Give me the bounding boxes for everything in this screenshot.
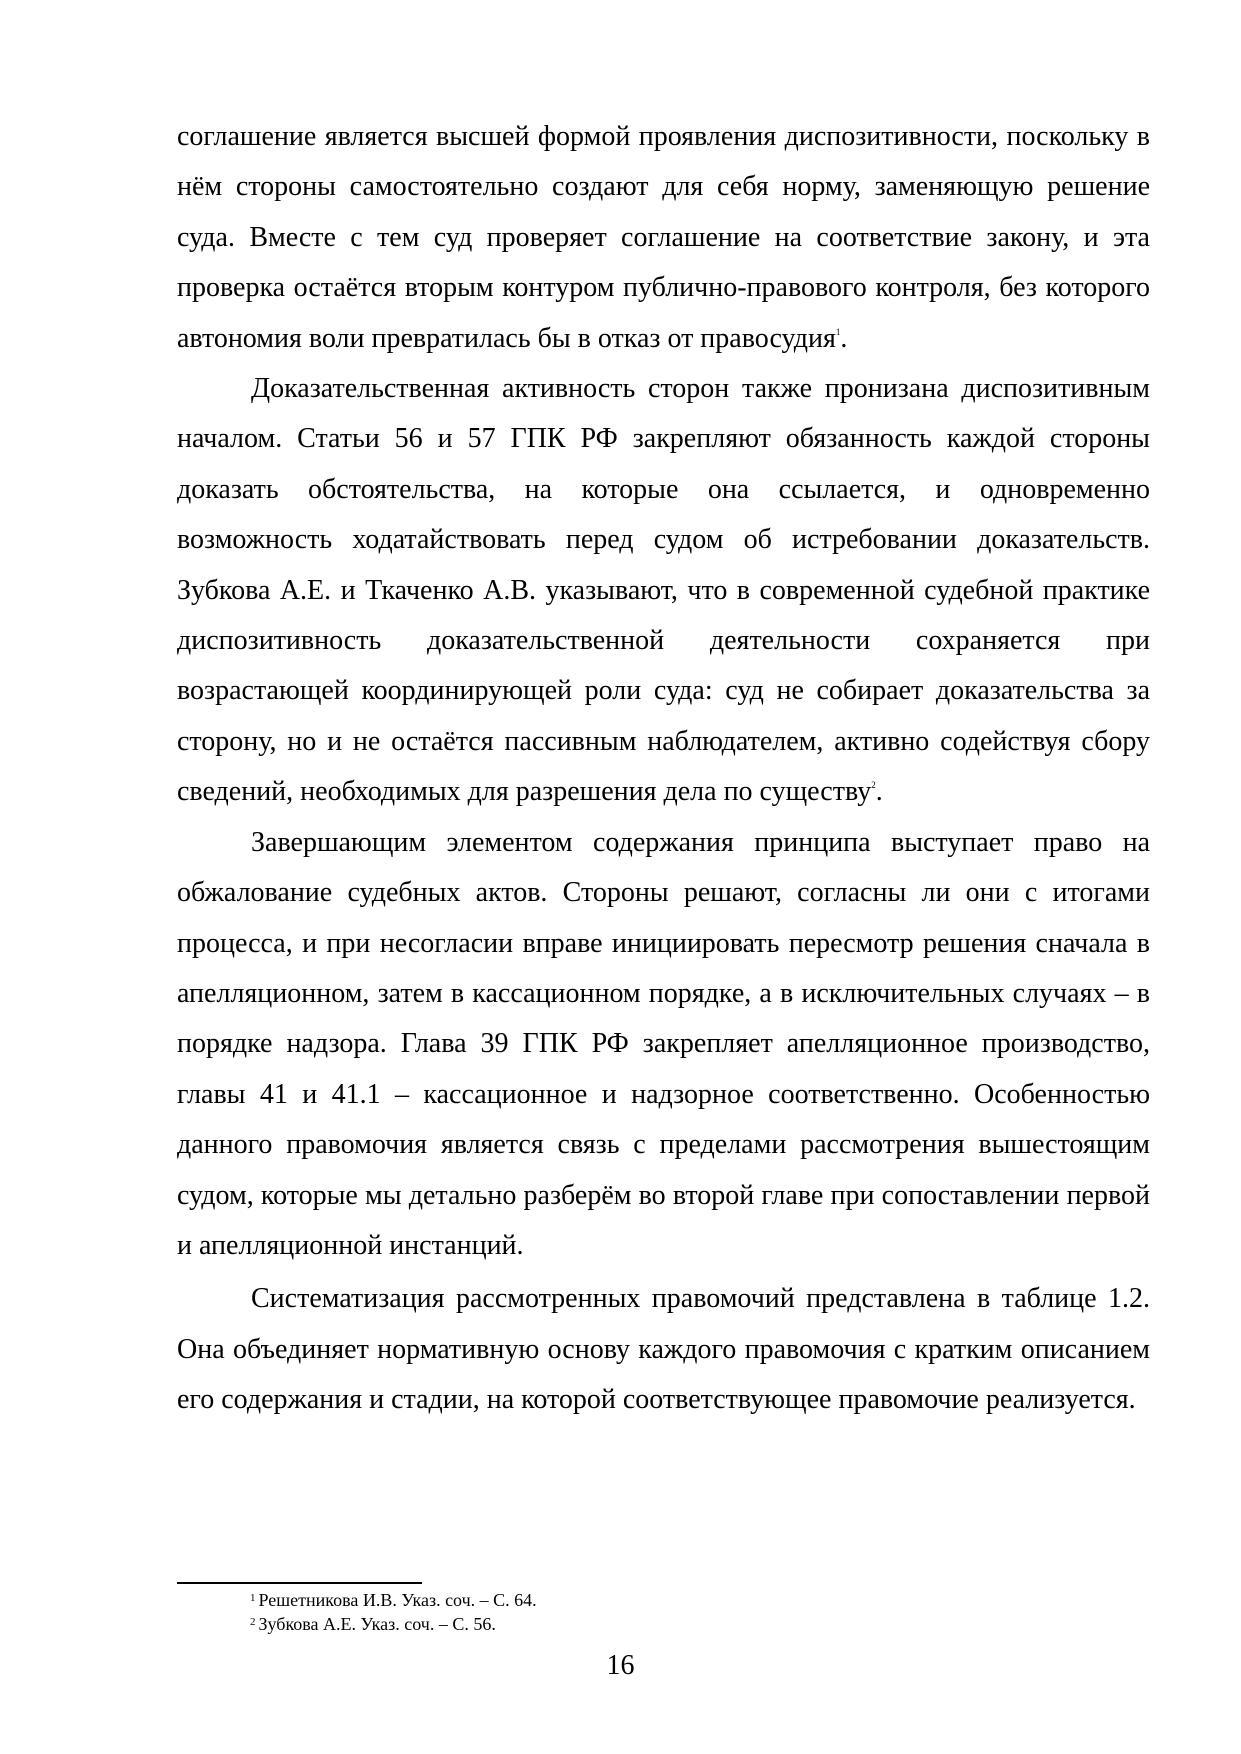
paragraph-2-text: Доказательственная активность сторон также пронизана диспозитивным началом. Статьи 56 и 57 ГПК РФ закрепляют обязанность каждой стороны доказать обстоятельства, на которые она ссылается, и одновременно возможность ходатайствовать перед судом об истребовании доказательств. Зубкова А.Е. и Ткаченко А.В. указывают, что в современной судебной практике диспозитивность доказательственной деятельности сохраняется при возрастающей координирующей роли суда: суд не собирает доказательства за сторону, но и не остаётся пассивным наблюдателем, активно содействуя сбору сведений, необходимых для разрешения дела по существу	[177, 373, 1150, 808]
paragraph-1-text: соглашение является высшей формой проявления диспозитивности, поскольку в нём стороны самостоятельно создают для себя норму, заменяющую решение суда. Вместе с тем суд проверяет соглашение на соответствие закону, и эта проверка остаётся вторым контуром публично-правового контроля, без которого автономия воли превратилась бы в отказ от правосудия	[177, 121, 1150, 354]
paragraph-3-text: Завершающим элементом содержания принципа выступает право на обжалование судебных актов. Стороны решают, согласны ли они с итогами процесса, и при несогласии вправе инициировать пересмотр решения сначала в апелляционном, затем в кассационном порядке, а в исключительных случаях – в порядке надзора. Глава 39 ГПК РФ закрепляет апелляционное производство, главы 41 и 41.1 – кассационное и надзорное соответственно. Особенностью данного правомочия является связь с пределами рассмотрения вышестоящим судом, которые мы детально разберём во второй главе при сопоставлении первой и апелляционной инстанций.	[177, 826, 1150, 1261]
paragraph-4-text: Систематизация рассмотренных правомочий представлена в таблице 1.2. Она объединяет нормативную основу каждого правомочия с кратким описанием его содержания и стадии, на которой соответствующее правомочие реализуется.	[177, 1283, 1150, 1416]
footnote-2-text: Зубкова А.Е. Указ. соч. – С. 56.	[258, 1614, 496, 1634]
footnote-2	[250, 1612, 1150, 1636]
footnote-ref-2[interactable]: 2	[871, 780, 876, 791]
paragraph-4	[177, 1274, 1150, 1425]
paragraph-2	[177, 364, 1150, 818]
paragraph-1-end: .	[840, 322, 848, 354]
footnote-1-text: Решетникова И.В. Указ. соч. – С. 64.	[258, 1590, 537, 1610]
paragraph-3	[177, 818, 1150, 1272]
paragraph-1	[177, 112, 1150, 364]
footnote-1-number: 1	[250, 1592, 256, 1604]
footnote-ref-1[interactable]: 1	[835, 326, 841, 337]
footnote-separator	[177, 1582, 422, 1584]
footnote-2-number: 2	[250, 1616, 256, 1628]
footnote-1	[250, 1588, 1150, 1612]
paragraph-2-end: .	[875, 776, 883, 808]
body-text	[177, 112, 1150, 1426]
page-number: 16	[606, 1650, 635, 1681]
footnotes	[250, 1588, 1150, 1636]
